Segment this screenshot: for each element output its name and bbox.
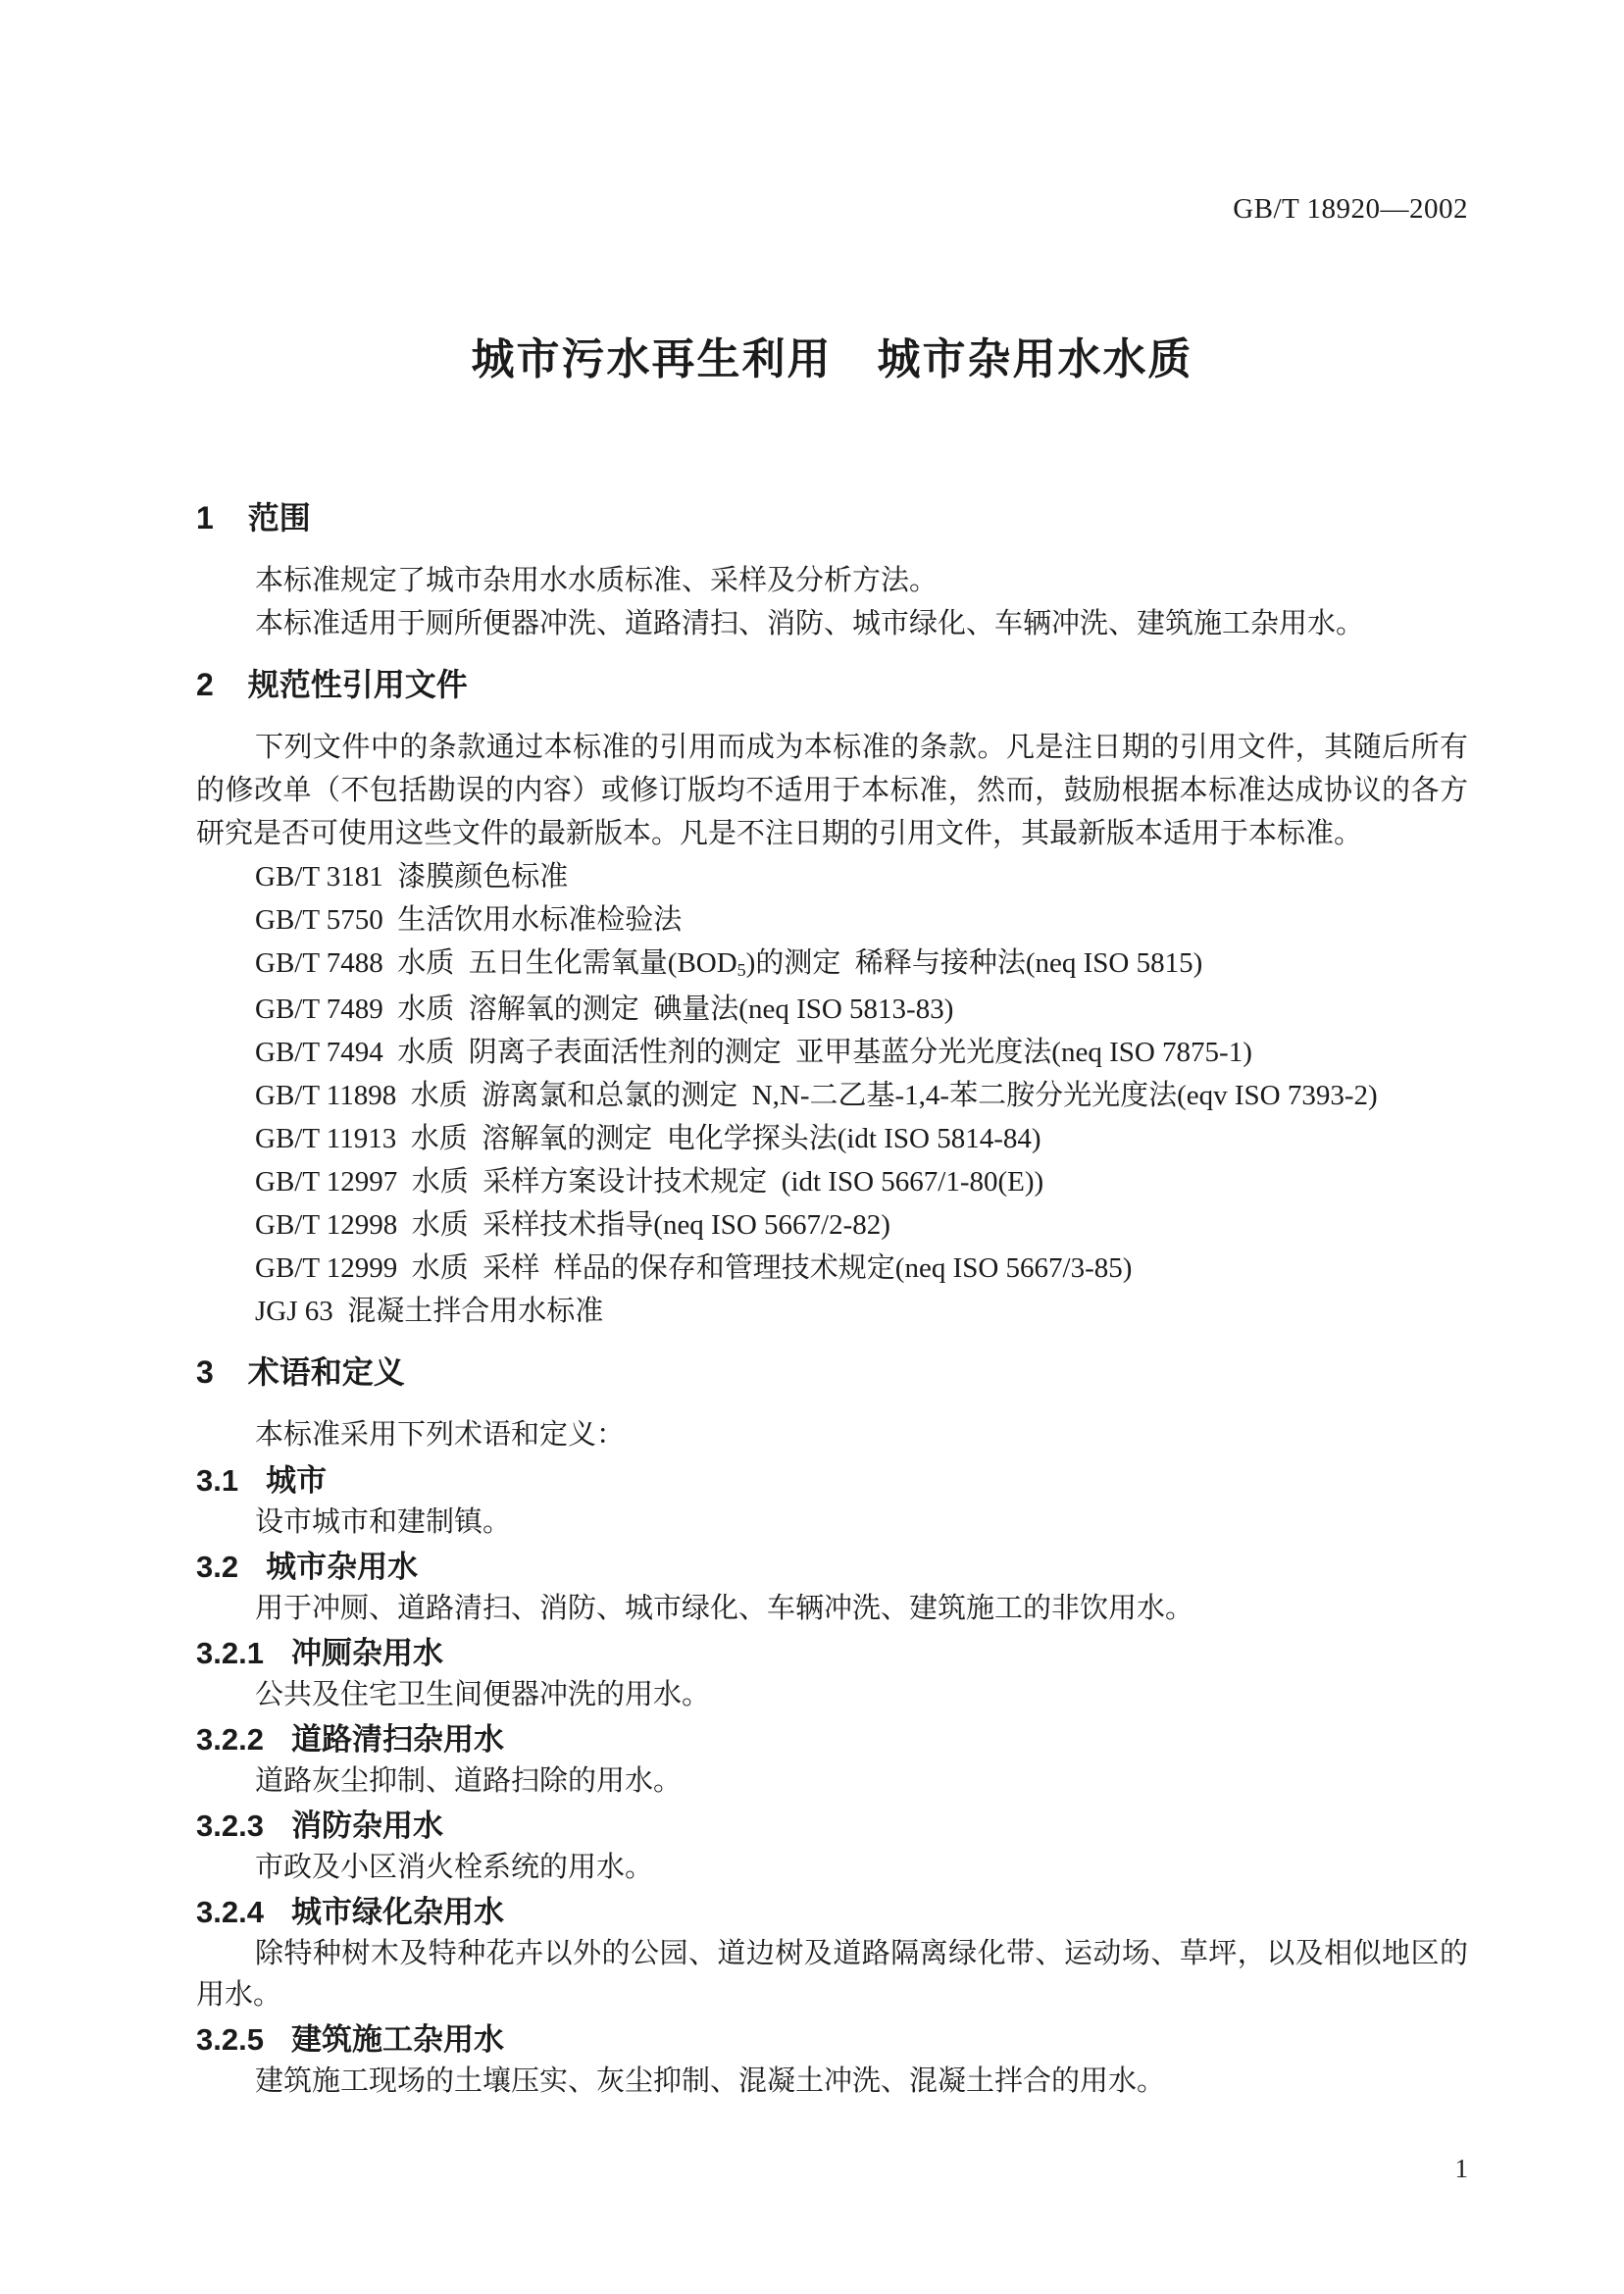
terms-intro-paragraph: 本标准采用下列术语和定义： bbox=[255, 1419, 626, 1451]
section-references-heading bbox=[196, 661, 1468, 708]
section-number: 3 bbox=[196, 1354, 214, 1390]
term-title: 城市绿化杂用水 bbox=[290, 1895, 504, 1929]
reference-text: GB/T 3181 漆膜颜色标准 bbox=[255, 861, 569, 892]
reference-text: GB/T 5750 生活饮用水标准检验法 bbox=[255, 904, 683, 936]
term-title: 道路清扫杂用水 bbox=[290, 1722, 504, 1757]
reference-text: )的测定 稀释与接种法(neq ISO 5815) bbox=[745, 947, 1203, 979]
term-definition: 市政及小区消火栓系统的用水。 bbox=[255, 1852, 654, 1883]
terms-entries bbox=[196, 1460, 1468, 2102]
reference-item bbox=[196, 1074, 1468, 1117]
term-title: 冲厕杂用水 bbox=[290, 1636, 443, 1670]
term-number: 3.2.2 bbox=[196, 1722, 264, 1757]
page-number: 1 bbox=[1454, 2154, 1468, 2183]
reference-item bbox=[196, 1160, 1468, 1203]
section-terms-definitions bbox=[196, 1349, 1468, 2102]
scope-paragraph: 本标准规定了城市杂用水水质标准、采样及分析方法。 bbox=[255, 565, 939, 596]
term-heading bbox=[196, 1892, 1468, 1933]
section-scope bbox=[196, 494, 1468, 645]
term-heading bbox=[196, 1719, 1468, 1760]
document-title: 城市污水再生利用 城市杂用水水质 bbox=[471, 335, 1193, 383]
term-title: 建筑施工杂用水 bbox=[290, 2022, 504, 2057]
reference-item bbox=[196, 1203, 1468, 1247]
reference-text: GB/T 12999 水质 采样 样品的保存和管理技术规定(neq ISO 5667/3-85) bbox=[255, 1252, 1133, 1284]
term-title: 城市 bbox=[266, 1463, 328, 1498]
term-number: 3.2.1 bbox=[196, 1636, 264, 1670]
section-terms-heading bbox=[196, 1349, 1468, 1396]
section-heading-text: 术语和定义 bbox=[247, 1354, 405, 1390]
reference-item bbox=[196, 988, 1468, 1031]
reference-text: GB/T 11913 水质 溶解氧的测定 电化学探头法(idt ISO 5814-84) bbox=[255, 1123, 1041, 1154]
reference-item bbox=[196, 1117, 1468, 1160]
section-normative-references bbox=[196, 661, 1468, 1333]
term-heading bbox=[196, 2019, 1468, 2061]
reference-item bbox=[196, 1290, 1468, 1333]
reference-text: GB/T 7494 水质 阴离子表面活性剂的测定 亚甲基蓝分光光度法(neq ISO 7875-1) bbox=[255, 1037, 1252, 1068]
term-number: 3.2.3 bbox=[196, 1809, 264, 1843]
term-title: 城市杂用水 bbox=[266, 1550, 419, 1584]
term-number: 3.2.5 bbox=[196, 2022, 264, 2057]
reference-text: JGJ 63 混凝土拌合用水标准 bbox=[255, 1296, 604, 1327]
reference-item bbox=[196, 942, 1468, 988]
term-number: 3.1 bbox=[196, 1463, 239, 1498]
reference-item bbox=[196, 855, 1468, 898]
term-definition: 公共及住宅卫生间便器冲洗的用水。 bbox=[255, 1679, 711, 1710]
term-heading bbox=[196, 1460, 1468, 1502]
reference-text: GB/T 7488 水质 五日生化需氧量(BOD bbox=[255, 947, 737, 979]
term-definition: 建筑施工现场的土壤压实、灰尘抑制、混凝土冲洗、混凝土拌合的用水。 bbox=[255, 2065, 1166, 2097]
section-number: 2 bbox=[196, 667, 214, 702]
section-scope-heading bbox=[196, 494, 1468, 541]
term-heading bbox=[196, 1547, 1468, 1588]
standard-code: GB/T 18920—2002 bbox=[1233, 193, 1468, 225]
reference-text: GB/T 12997 水质 采样方案设计技术规定 (idt ISO 5667/1-80(E)) bbox=[255, 1166, 1044, 1198]
term-number: 3.2 bbox=[196, 1550, 239, 1584]
scope-paragraph: 本标准适用于厕所便器冲洗、道路清扫、消防、城市绿化、车辆冲洗、建筑施工杂用水。 bbox=[255, 608, 1365, 639]
term-definition: 设市城市和建制镇。 bbox=[255, 1506, 512, 1538]
references-intro-paragraph: 下列文件中的条款通过本标准的引用而成为本标准的条款。凡是注日期的引用文件，其随后所有的修改单（不包括勘误的内容）或修订版均不适用于本标准，然而，鼓励根据本标准达成协议的各方研究是否可使用这些文件的最新版本。凡是不注日期的引用文件，其最新版本适用于本标准。 bbox=[196, 732, 1468, 849]
reference-item bbox=[196, 1247, 1468, 1290]
term-definition: 除特种树木及特种花卉以外的公园、道边树及道路隔离绿化带、运动场、草坪，以及相似地区的用水。 bbox=[196, 1938, 1468, 2011]
reference-list bbox=[196, 855, 1468, 1333]
reference-item bbox=[196, 898, 1468, 942]
section-heading-text: 规范性引用文件 bbox=[247, 667, 468, 702]
reference-text: GB/T 11898 水质 游离氯和总氯的测定 N,N-二乙基-1,4-苯二胺分光光度法(eqv ISO 7393-2) bbox=[255, 1080, 1378, 1111]
term-heading bbox=[196, 1633, 1468, 1674]
reference-item bbox=[196, 1031, 1468, 1074]
reference-text: GB/T 7489 水质 溶解氧的测定 碘量法(neq ISO 5813-83) bbox=[255, 994, 954, 1025]
section-number: 1 bbox=[196, 500, 214, 535]
term-number: 3.2.4 bbox=[196, 1895, 264, 1929]
term-heading bbox=[196, 1806, 1468, 1847]
term-definition: 道路灰尘抑制、道路扫除的用水。 bbox=[255, 1765, 683, 1797]
section-heading-text: 范围 bbox=[247, 500, 311, 535]
term-definition: 用于冲厕、道路清扫、消防、城市绿化、车辆冲洗、建筑施工的非饮用水。 bbox=[255, 1593, 1194, 1624]
term-title: 消防杂用水 bbox=[290, 1809, 443, 1843]
subscript: 5 bbox=[736, 959, 746, 980]
reference-text: GB/T 12998 水质 采样技术指导(neq ISO 5667/2-82) bbox=[255, 1209, 890, 1241]
